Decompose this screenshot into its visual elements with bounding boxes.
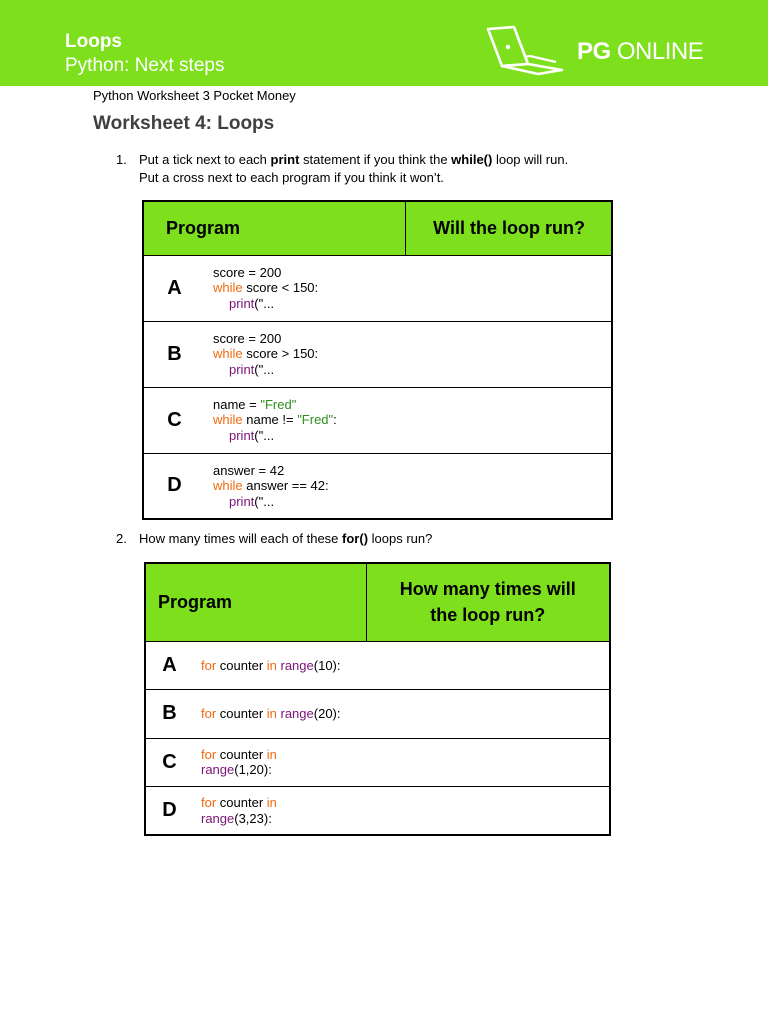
table-row — [143, 387, 612, 453]
row-letter: B — [143, 321, 205, 387]
code-text: counter — [216, 657, 267, 673]
function-name: print — [229, 295, 255, 311]
worksheet-title: Worksheet 4: Loops — [93, 113, 275, 134]
keyword: in — [266, 657, 277, 673]
function-name: print — [229, 361, 255, 377]
keyword: for — [201, 706, 217, 721]
row-letter: C — [145, 738, 193, 787]
row-letter: B — [145, 690, 193, 739]
text-run-bold: print — [270, 152, 300, 167]
for-loop-table — [144, 562, 611, 836]
text-run-bold: while() — [451, 152, 493, 167]
text-run-bold: for() — [342, 531, 369, 546]
keyword: for — [201, 795, 217, 810]
function-name: print — [229, 493, 255, 509]
header-how-many-times — [366, 563, 610, 641]
code-line — [213, 428, 405, 444]
code-text: : — [333, 412, 337, 428]
code-cell — [193, 787, 366, 836]
code-line: score = 200 — [213, 330, 282, 346]
table-row — [143, 453, 612, 519]
keyword: while — [213, 346, 243, 362]
keyword: for — [201, 746, 217, 762]
code-text: (10): — [313, 657, 341, 673]
text-run: How many times will each of these — [139, 531, 343, 546]
header-line: How many times will — [399, 579, 576, 600]
text-run: Put a cross next to each program if you think it won’t. — [139, 170, 444, 185]
table-row — [145, 641, 610, 690]
code-cell — [205, 453, 405, 519]
code-text: counter — [216, 795, 267, 810]
code-line: score = 200 — [213, 264, 282, 280]
table-row — [143, 321, 612, 387]
question-2 — [116, 530, 636, 550]
table-row — [145, 690, 610, 739]
code-text: name = — [213, 396, 261, 412]
code-text: ("... — [254, 427, 275, 443]
code-line: answer = 42 — [213, 462, 285, 478]
code-line — [213, 362, 405, 378]
code-cell — [193, 641, 366, 690]
function-name: print — [229, 427, 255, 443]
code-line — [213, 478, 405, 494]
logo-wordmark — [577, 38, 703, 66]
header-program: Program — [145, 563, 366, 641]
text-run: loops run? — [368, 531, 433, 546]
string-literal: "Fred" — [297, 412, 334, 428]
code-text: (1,20): — [234, 762, 272, 778]
keyword: while — [213, 478, 243, 493]
code-text: (20): — [313, 706, 341, 721]
code-text: ("... — [254, 295, 275, 311]
header-subtitle: Python: Next steps — [65, 55, 225, 76]
table-row — [145, 738, 610, 787]
code-cell — [205, 321, 405, 387]
row-letter: A — [143, 255, 205, 321]
answer-cell[interactable] — [366, 738, 610, 787]
logo-text-rest: ONLINE — [616, 38, 704, 65]
row-letter: A — [145, 641, 193, 690]
code-text: counter — [216, 746, 267, 762]
function-name: range — [276, 706, 314, 721]
table-row — [145, 787, 610, 836]
keyword: for — [201, 657, 217, 673]
answer-cell[interactable] — [405, 255, 612, 321]
code-text: score > 150: — [242, 346, 319, 362]
row-letter: D — [143, 453, 205, 519]
function-name: range — [276, 657, 314, 673]
table-header-row — [145, 563, 610, 641]
code-text: answer == 42: — [242, 478, 329, 493]
question-1 — [116, 151, 636, 191]
header-title: Loops — [65, 31, 122, 52]
row-letter: C — [143, 387, 205, 453]
code-text: counter — [216, 706, 267, 721]
code-line — [213, 494, 405, 510]
code-text: ("... — [254, 493, 275, 509]
code-cell — [193, 690, 366, 739]
row-letter: D — [145, 787, 193, 836]
answer-cell[interactable] — [366, 690, 610, 739]
code-line — [213, 412, 405, 428]
laptop-icon — [484, 24, 572, 80]
document-reference: Python Worksheet 3 Pocket Money — [93, 88, 296, 103]
text-run: statement if you think the — [299, 152, 452, 167]
code-line — [213, 346, 405, 362]
header-will-loop-run: Will the loop run? — [405, 201, 612, 255]
code-text: name != — [242, 412, 298, 428]
code-line — [213, 280, 405, 296]
answer-cell[interactable] — [366, 787, 610, 836]
keyword: in — [266, 746, 277, 762]
table-header-row — [143, 201, 612, 255]
keyword: in — [266, 706, 277, 721]
answer-cell[interactable] — [405, 387, 612, 453]
string-literal: "Fred" — [260, 396, 297, 412]
function-name: range — [201, 810, 235, 826]
code-text: (3,23): — [234, 810, 272, 826]
pg-online-logo — [484, 24, 714, 80]
code-cell — [205, 387, 405, 453]
question-text — [139, 151, 568, 187]
question-number: 1. — [116, 152, 127, 167]
code-line — [213, 397, 405, 413]
code-text: ("... — [254, 361, 275, 377]
keyword: while — [213, 280, 243, 296]
function-name: range — [201, 762, 235, 778]
text-run: Put a tick next to each — [139, 152, 271, 167]
header-program: Program — [143, 201, 405, 255]
code-cell — [193, 738, 366, 787]
keyword: in — [266, 795, 277, 810]
code-line — [213, 296, 405, 312]
answer-cell[interactable] — [405, 321, 612, 387]
while-loop-table — [142, 200, 613, 520]
answer-cell[interactable] — [405, 453, 612, 519]
question-number: 2. — [116, 531, 127, 546]
table-row — [143, 255, 612, 321]
logo-text-bold: PG — [577, 38, 611, 65]
question-text — [139, 530, 432, 548]
answer-cell[interactable] — [366, 641, 610, 690]
keyword: while — [213, 412, 243, 428]
header-line: the loop run? — [430, 605, 546, 626]
code-cell — [205, 255, 405, 321]
text-run: loop will run. — [492, 152, 569, 167]
code-text: score < 150: — [242, 280, 319, 296]
